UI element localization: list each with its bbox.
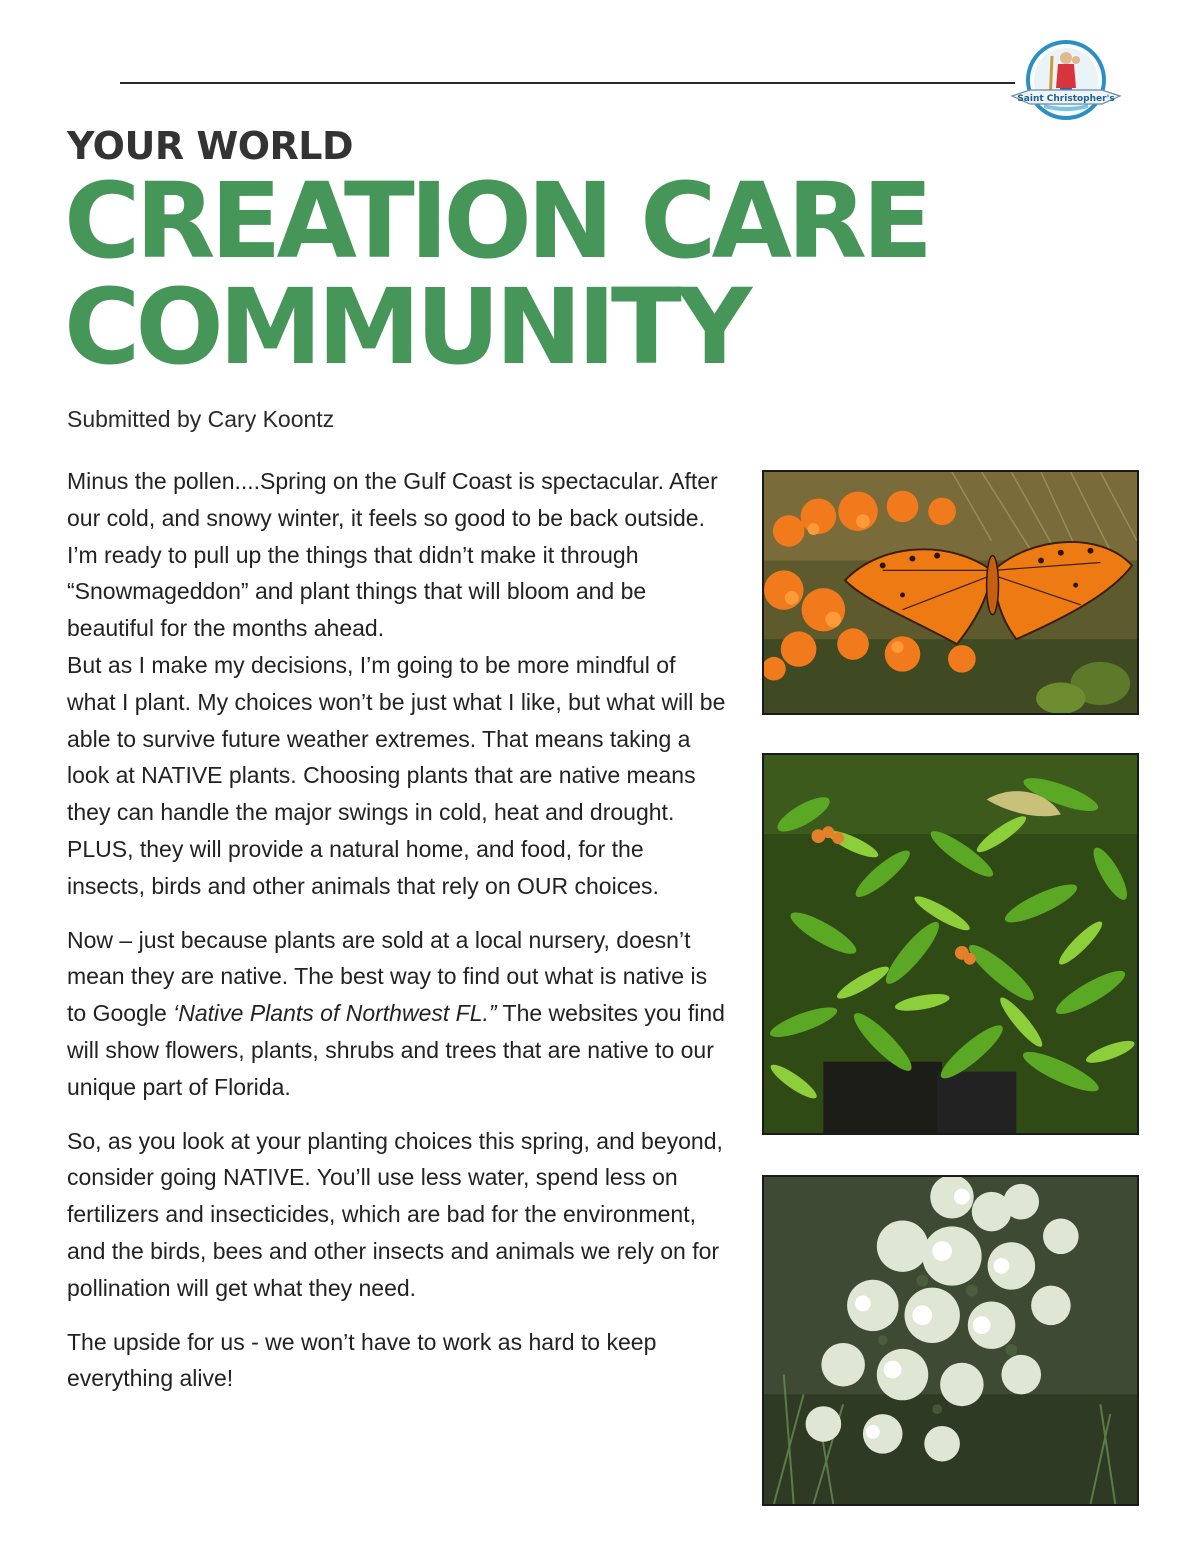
butterfly-photo [762, 470, 1139, 715]
logo-text: Saint Christopher's [1017, 94, 1115, 104]
article-paragraph [67, 922, 727, 1106]
paragraph-3: So, as you look at your planting choices this spring, and beyond, consider going NATIVE. You’ll use less water, spend less on fertilizers and insecticides, which are bad for the environment, and the birds, bees and other insects and animals we rely on for pollination will get what they need. [67, 1127, 723, 1301]
paragraph-1: Minus the pollen....Spring on the Gulf Coast is spectacular. After our cold, and snowy winter, it feels so good to be back outside. I’m ready to pull up the things that didn’t make it through “Snowmageddon” and plant things that will bloom and be beautiful for the months ahead. [67, 468, 718, 642]
title-line-2: COMMUNITY [64, 266, 748, 388]
flowering-shrub-photo [762, 1175, 1139, 1506]
header-rule [120, 82, 1015, 84]
byline: Submitted by Cary Koontz [67, 406, 335, 432]
google-search-phrase: ‘Native Plants of Northwest FL.” [173, 1000, 497, 1027]
milkweed-plant-photo [762, 753, 1139, 1135]
article-paragraph [67, 463, 727, 905]
title-line-1: CREATION CARE [64, 160, 929, 282]
paragraph-2-end: The websites you find will show flowers, plants, shrubs and trees that are native to our unique part of Florida. [67, 1000, 725, 1100]
page-title [64, 160, 929, 388]
paragraph-4: The upside for us - we won’t have to work as hard to keep everything alive! [67, 1328, 657, 1392]
paragraph-2-start: Now – just because plants are sold at a local nursery, doesn’t mean they are native. The best way to find out what is native is to Google [67, 926, 708, 1027]
section-kicker: YOUR WORLD [67, 124, 354, 168]
article-body [67, 463, 727, 1414]
paragraph-1b: But as I make my decisions, I’m going to be more mindful of what I plant. My choices won’t be just what I like, but what will be able to survive future weather extremes. That means taking a look at NATIVE plants. Choosing plants that are native means they can handle the major swings in cold, heat and drought. PLUS, they will provide a natural home, and food, for the insects, birds and other animals that rely on OUR choices. [67, 651, 726, 899]
saint-christophers-logo [1010, 38, 1122, 128]
